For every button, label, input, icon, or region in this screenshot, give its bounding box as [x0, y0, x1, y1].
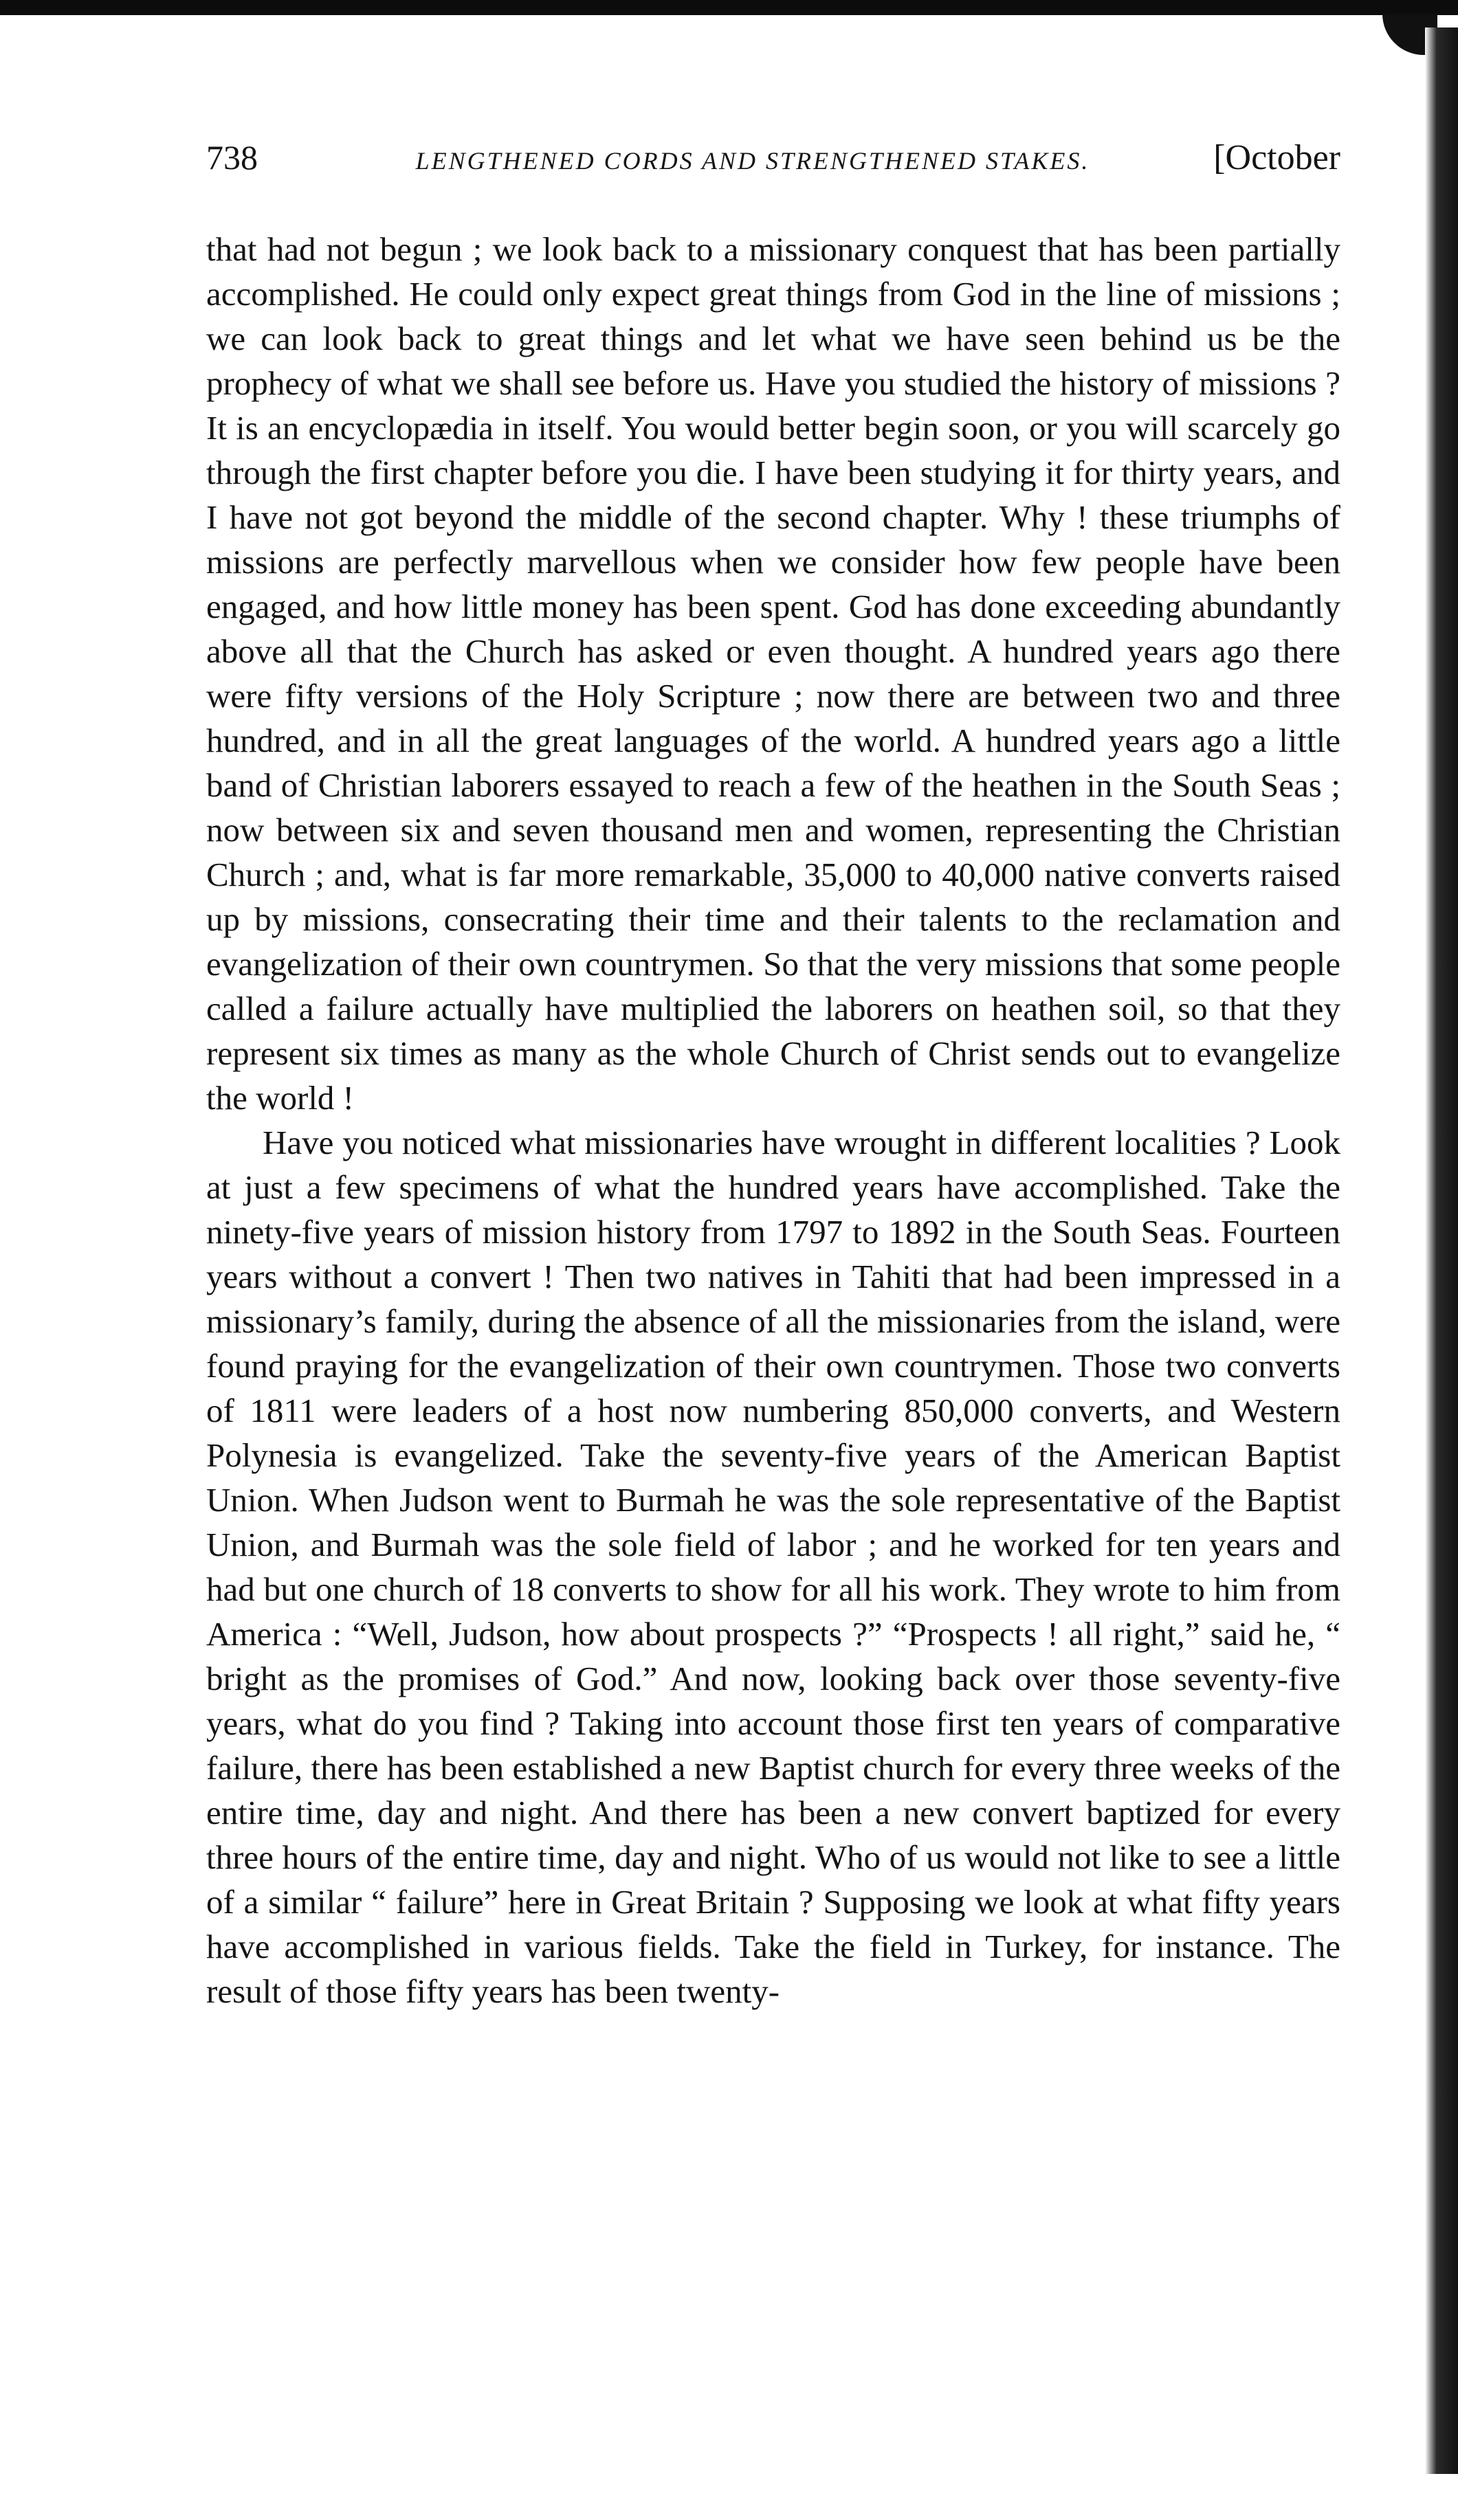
issue-month: [October [1213, 138, 1340, 177]
body-text [206, 227, 1340, 2014]
scan-border-right [1425, 27, 1458, 2474]
running-title: LENGTHENED CORDS AND STRENGTHENED STAKES. [415, 147, 1090, 175]
paragraph: Have you noticed what missionaries have wrought in different localities ? Look at just a few specimens of what the hundred years have accomplished. Take the ninety-five years of mission history from 1797 to 1892 in the South Seas. Fourteen years without a convert ! Then two natives in Tahiti that had been impressed in a missionary’s family, during the absence of all the missionaries from the island, were found praying for the evangelization of their own countrymen. Those two converts of 1811 were leaders of a host now numbering 850,000 converts, and Western Polynesia is evangelized. Take the seventy-five years of the American Baptist Union. When Judson went to Burmah he was the sole representative of the Baptist Union, and Burmah was the sole field of labor ; and he worked for ten years and had but one church of 18 converts to show for all his work. They wrote to him from America : “Well, Judson, how about prospects ?” “Prospects ! all right,” said he, “ bright as the promises of God.” And now, looking back over those seventy-five years, what do you find ? Taking into account those first ten years of comparative failure, there has been established a new Baptist church for every three weeks of the entire time, day and night. And there has been a new convert baptized for every three hours of the entire time, day and night. Who of us would not like to see a little of a similar “ failure” here in Great Britain ? Supposing we look at what fifty years have accomplished in various fields. Take the field in Turkey, for instance. The result of those fifty years has been twenty- [206, 1124, 1340, 2010]
scan-border-top [0, 0, 1458, 15]
book-page [206, 137, 1340, 2014]
paragraph-continued: that had not begun ; we look back to a missionary conquest that has been partially accomplished. He could only expect great things from God in the line of missions ; we can look back to great things and let what we have seen behind us be the prophecy of what we shall see before us. Have you studied the history of missions ? It is an encyclopædia in itself. You would better begin soon, or you will scarcely go through the first chapter before you die. I have been studying it for thirty years, and I have not got beyond the middle of the second chapter. Why ! these triumphs of missions are perfectly marvellous when we consider how few people have been engaged, and how little money has been spent. God has done exceeding abundantly above all that the Church has asked or even thought. A hundred years ago there were fifty versions of the Holy Scripture ; now there are between two and three hundred, and in all the great languages of the world. A hundred years ago a little band of Christian laborers essayed to reach a few of the heathen in the South Seas ; now between six and seven thousand men and women, representing the Christian Church ; and, what is far more remarkable, 35,000 to 40,000 native converts raised up by missions, consecrating their time and their talents to the reclamation and evangelization of their own countrymen. So that the very missions that some people called a failure actually have multiplied the laborers on heathen soil, so that they represent six times as many as the whole Church of Christ sends out to evangelize the world ! [206, 230, 1340, 1117]
page-number: 738 [206, 138, 258, 177]
running-header [206, 137, 1340, 192]
